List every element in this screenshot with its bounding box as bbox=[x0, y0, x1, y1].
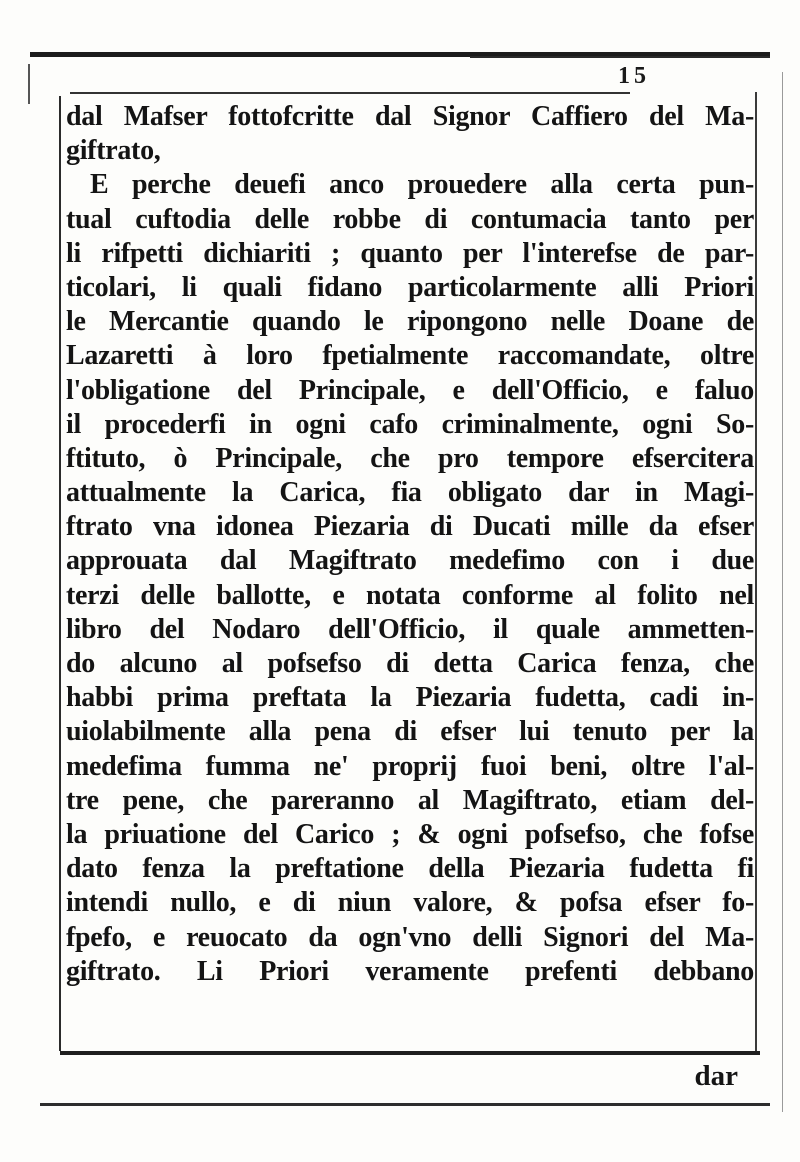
text-line: ftrato vna idonea Piezaria di Ducati mille da efser bbox=[66, 511, 754, 543]
text-line: giftrato, bbox=[66, 135, 161, 167]
text-line: dato fenza la preftatione della Piezaria fudetta fi bbox=[66, 853, 754, 885]
text-frame-right-rule bbox=[755, 92, 757, 1052]
text-line: Lazaretti à loro fpetialmente raccomandate, oltre bbox=[66, 340, 754, 372]
text-line: fpefo, e reuocato da ogn'vno delli Signori del Ma- bbox=[66, 921, 754, 953]
text-line: giftrato. Li Priori veramente prefenti debbano bbox=[66, 955, 754, 987]
text-line: il procederfi in ogni cafo criminalmente, ogni So- bbox=[66, 408, 754, 440]
text-line: ftituto, ò Principale, che pro tempore efsercitera bbox=[66, 442, 754, 474]
left-margin-mark bbox=[28, 64, 30, 104]
text-line: le Mercantie quando le ripongono nelle Doane de bbox=[66, 306, 754, 338]
text-line: tre pene, che pareranno al Magiftrato, etiam del- bbox=[66, 784, 754, 816]
right-margin-mark bbox=[782, 72, 783, 1112]
page-number: 15 bbox=[618, 63, 650, 89]
text-line: approuata dal Magiftrato medefimo con i due bbox=[66, 545, 754, 577]
catchword: dar bbox=[694, 1060, 738, 1092]
body-text bbox=[66, 100, 754, 1050]
text-line: tual cuftodia delle robbe di contumacia tanto per bbox=[66, 203, 754, 235]
text-frame-left-rule bbox=[59, 96, 61, 1051]
text-line: uiolabilmente alla pena di efser lui tenuto per la bbox=[66, 716, 754, 748]
text-line: medefima fumma ne' proprij fuoi beni, oltre l'al- bbox=[66, 750, 754, 782]
text-line: dal Mafser fottofcritte dal Signor Caffiero del Ma- bbox=[66, 101, 754, 132]
text-line: E perche deuefi anco prouedere alla certa pun- bbox=[90, 169, 754, 201]
text-line: attualmente la Carica, fia obligato dar in Magi- bbox=[66, 477, 754, 509]
text-line: libro del Nodaro dell'Officio, il quale ammetten- bbox=[66, 613, 754, 645]
text-frame-bottom-rule bbox=[60, 1051, 760, 1055]
text-line: habbi prima preftata la Piezaria fudetta, cadi in- bbox=[66, 682, 754, 714]
top-border-rule-secondary bbox=[470, 56, 770, 58]
text-line: ticolari, li quali fidano particolarmente alli Priori bbox=[66, 271, 754, 303]
text-line: l'obligatione del Principale, e dell'Officio, e faluo bbox=[66, 374, 754, 406]
text-line: terzi delle ballotte, e notata conforme al folito nel bbox=[66, 579, 754, 611]
page-bottom-rule bbox=[40, 1103, 770, 1106]
text-line: intendi nullo, e di niun valore, & pofsa efser fo- bbox=[66, 887, 754, 919]
header-rule bbox=[70, 92, 630, 94]
text-line: la priuatione del Carico ; & ogni pofsefso, che fofse bbox=[66, 818, 754, 850]
text-line: do alcuno al pofsefso di detta Carica fenza, che bbox=[66, 648, 754, 679]
text-line: li rifpetti dichiariti ; quanto per l'interefse de par- bbox=[66, 237, 754, 269]
